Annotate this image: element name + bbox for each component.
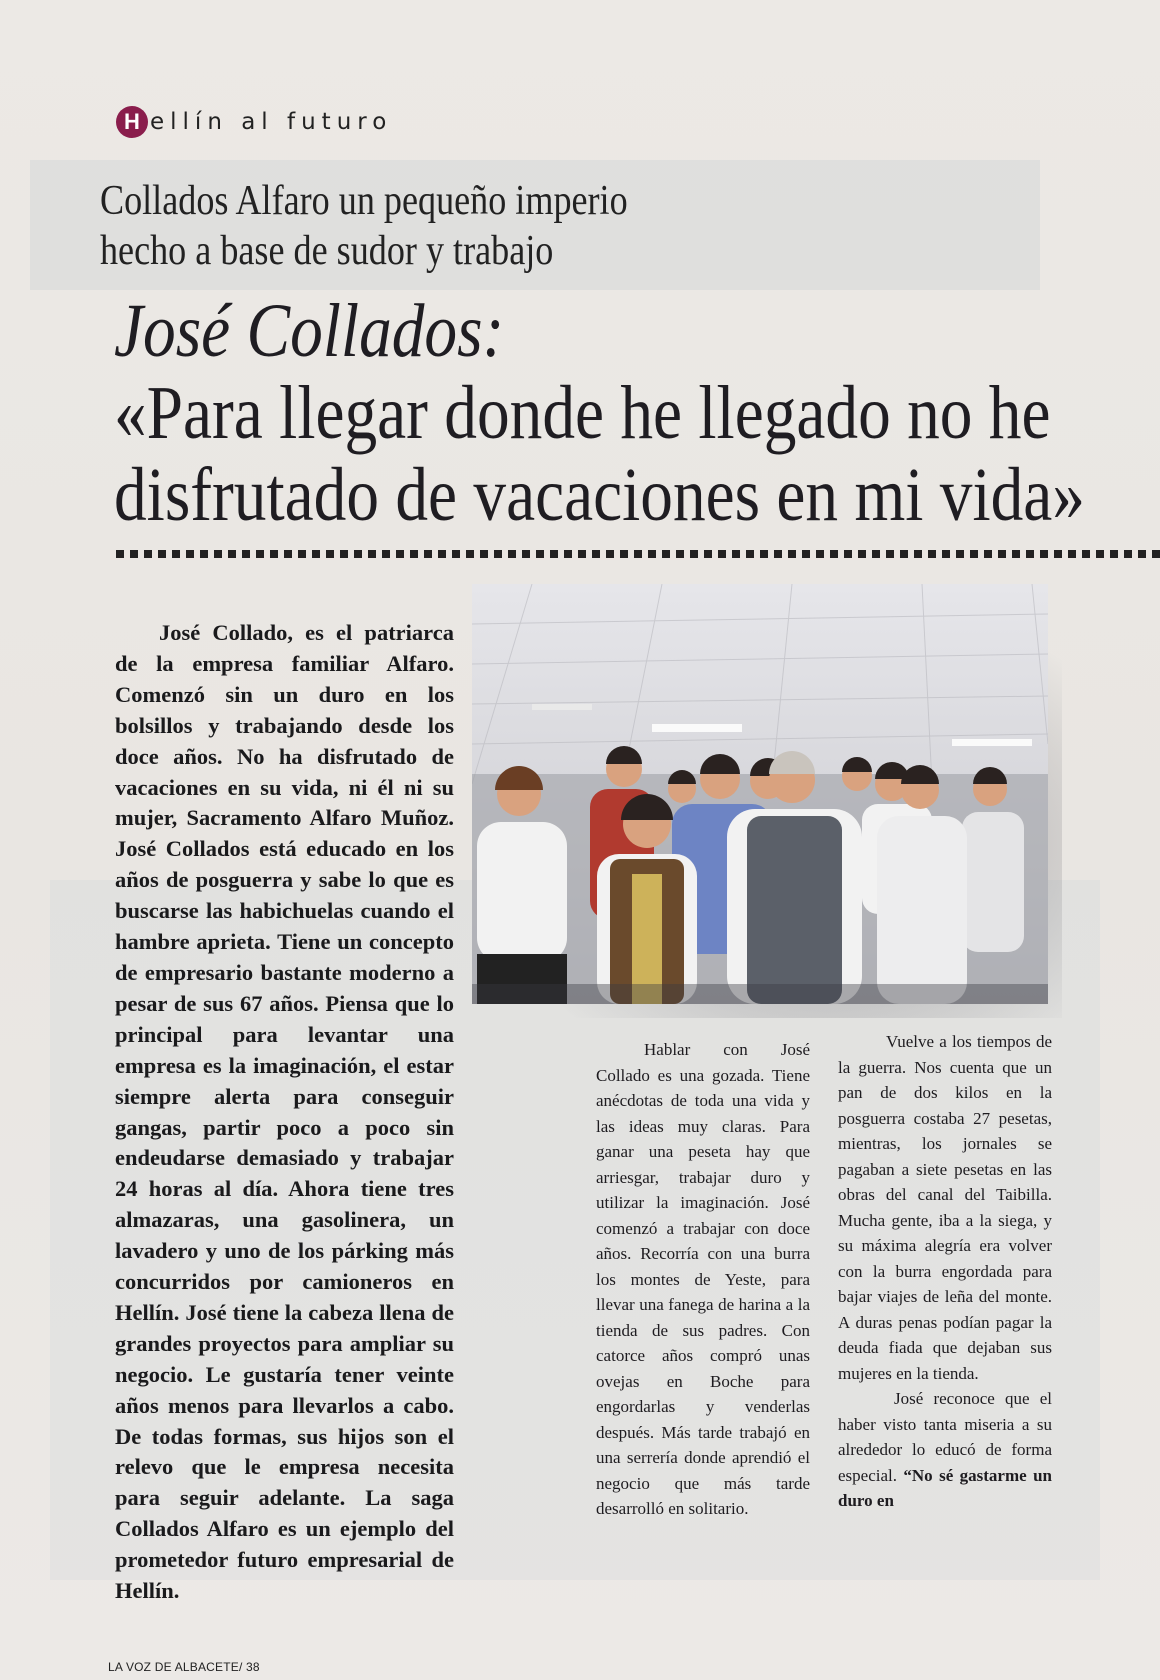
headline-name: José Collados: xyxy=(114,289,505,373)
dotted-divider xyxy=(116,550,1160,558)
section-tag xyxy=(116,104,392,140)
lead-text: José Collado, es el patriarca de la empresa familiar Alfaro. Comenzó sin un duro en los bolsillos y trabajando desde los doce años. No ha disfrutado de vacaciones en su vida, ni él ni su mujer, Sacramento Alfaro Muñoz. José Collados está educado en los años de posguerra y sabe lo que es buscarse las habichuelas cuando el hambre aprieta. Tiene un concepto de empresario bastante moderno a pesar de sus 67 años. Piensa que lo principal para levantar una empresa es la imaginación, el estar siempre alerta para conseguir gangas, partir poco a poco sin endeudarse demasiado y trabajar 24 horas al día. Ahora tiene tres almazaras, una gasolinera, un lavadero y uno de los párking más concurridos por camioneros en Hellín. José tiene la cabeza llena de grandes proyectos para ampliar su negocio. Le gustaría tener veinte años menos para llevarlos a cabo. De todas formas, sus hijos son el relevo que le empresa necesita para seguir adelante. La saga Collados Alfaro es un ejemplo del prometedor futuro empresarial de Hellín. xyxy=(115,620,454,1604)
column3-paragraph-1: Vuelve a los tiempos de la guerra. Nos cuenta que un pan de dos kilos en la posguerra costaba 27 pesetas, mientras, los jornales se pagaban a siete pesetas en las obras del canal del Taibilla. Mucha gente, iba a la siega, y su máxima alegría era volver con la burra engordada para bajar viajes de leña del monte. A duras penas podían pagar la deuda fiada que dejaban sus mujeres en la tienda. xyxy=(838,1032,1052,1383)
body-column-2 xyxy=(596,1037,810,1522)
page-footer: LA VOZ DE ALBACETE/ 38 xyxy=(108,1660,260,1674)
headline-quote-line: disfrutado de vacaciones en mi vida» xyxy=(114,453,1085,537)
column3-paragraph-2 xyxy=(838,1386,1052,1514)
column3-paragraph-2-text: José reconoce que el haber visto tanta miseria a su alrededor lo educó de forma especial. xyxy=(838,1389,1052,1485)
section-label: ellín al futuro xyxy=(150,109,393,135)
group-photo xyxy=(472,584,1048,1004)
group-photo-icon xyxy=(472,584,1048,1004)
kicker-line: hecho a base de sudor y trabajo xyxy=(100,228,554,274)
section-badge: H xyxy=(116,106,148,138)
column2-text: Hablar con José Collado es una gozada. Tiene anécdotas de toda una vida y las ideas muy claras. Para ganar una peseta hay que arriesgar, trabajar duro y utilizar la imaginación. José comenzó a trabajar con doce años. Recorría con una burra los montes de Yeste, para llevar una fanega de harina a la tienda de sus padres. Con catorce años compró unas ovejas en Boche para engordarlas y venderlas después. Más tarde trabajó en una serrería donde aprendió el negocio que más tarde desarrolló en solitario. xyxy=(596,1040,810,1518)
kicker-headline xyxy=(100,176,685,276)
lead-paragraph xyxy=(115,618,454,1607)
headline-quote-line: «Para llegar donde he llegado no he xyxy=(114,371,1051,455)
kicker-line: Collados Alfaro un pequeño imperio xyxy=(100,178,628,224)
column3-paragraph-2-bold: “No sé gastarme un duro en xyxy=(838,1465,1052,1510)
main-headline xyxy=(114,290,1160,536)
body-column-3 xyxy=(838,1029,1052,1514)
